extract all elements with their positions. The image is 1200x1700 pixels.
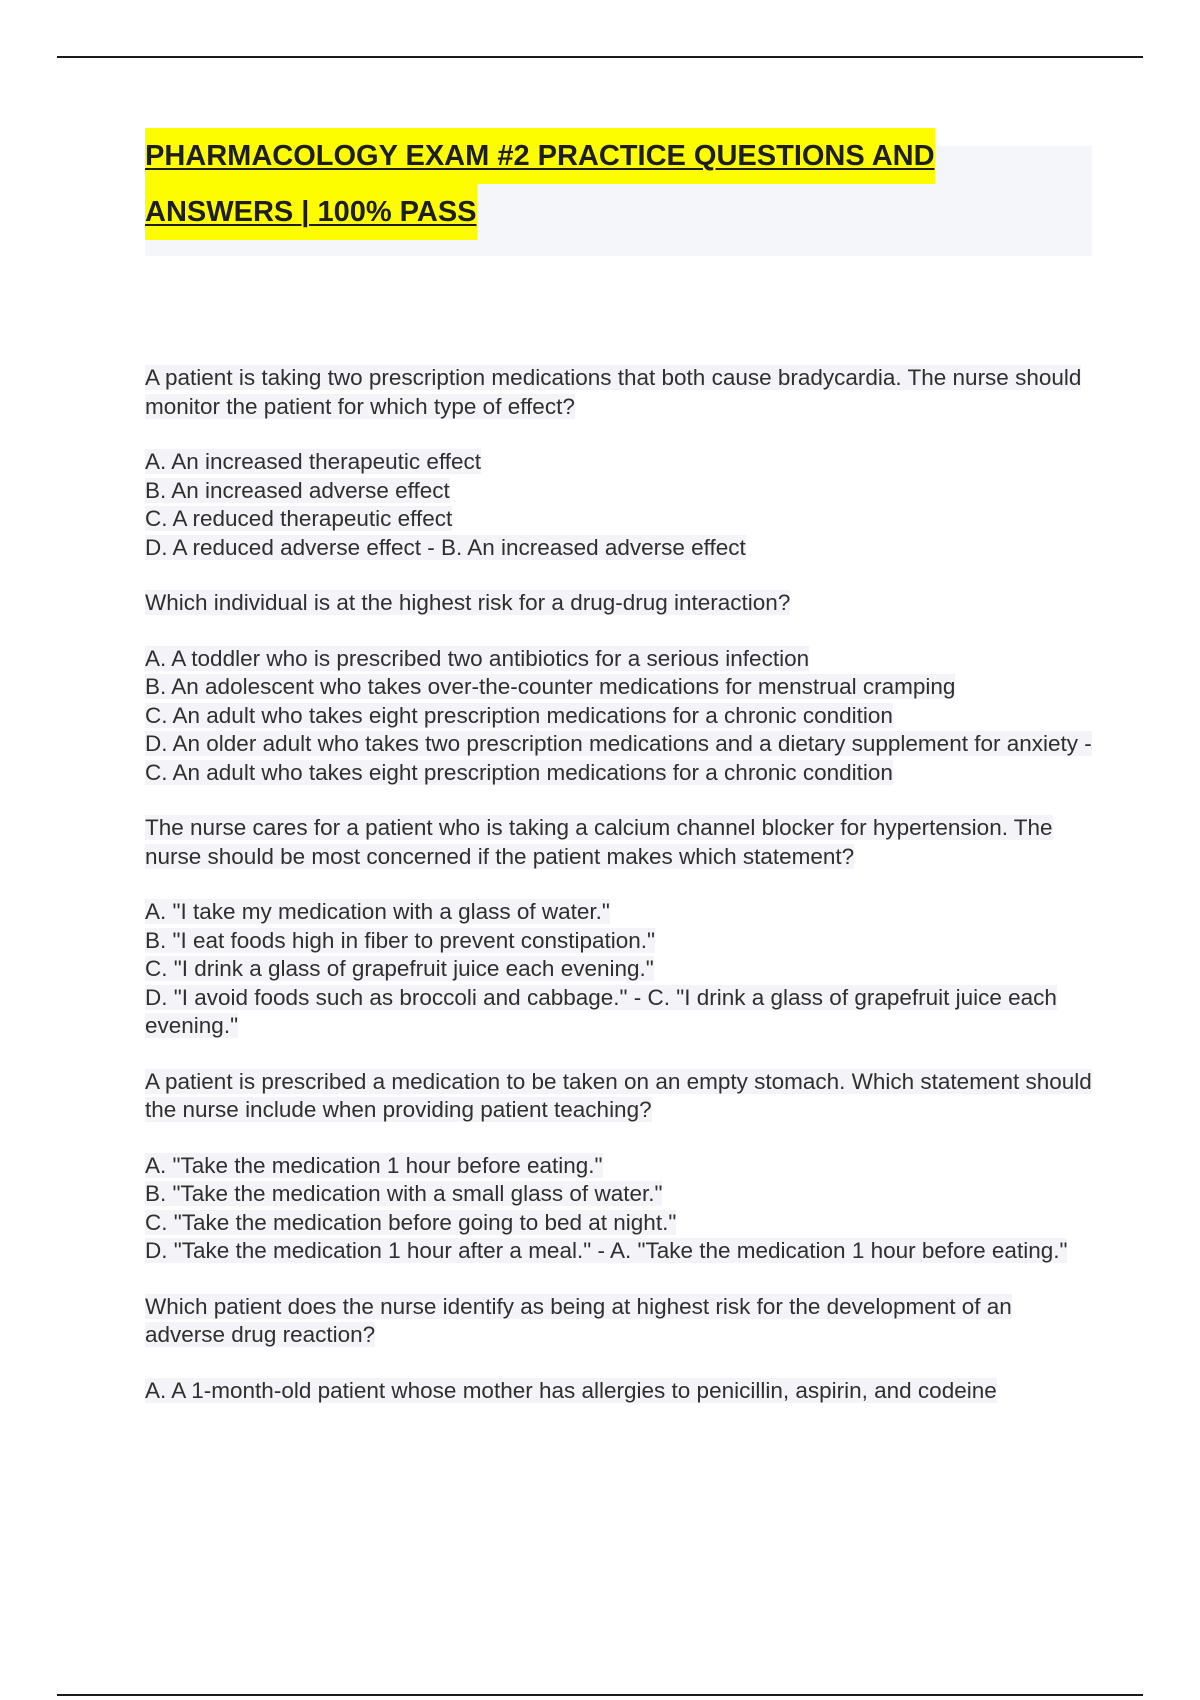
bottom-rule: [57, 1694, 1143, 1696]
question-list: [145, 364, 1095, 1432]
answer-option-text: A. An increased therapeutic effect: [145, 449, 482, 474]
answer-options: [145, 448, 1095, 562]
answer-option: [145, 1180, 1095, 1209]
answer-option: [145, 1209, 1095, 1238]
answer-option-text: A. "Take the medication 1 hour before eating.": [145, 1152, 603, 1178]
answer-option-text: D. A reduced adverse effect - B. An increased adverse effect: [145, 534, 746, 560]
question-stem-text: Which patient does the nurse identify as being at highest risk for the development of an adverse drug reaction?: [145, 1293, 1012, 1347]
answer-option: [145, 984, 1095, 1041]
answer-option-text: C. "Take the medication before going to bed at night.": [145, 1209, 677, 1235]
question-stem: [145, 814, 1095, 871]
answer-option: [145, 702, 1095, 731]
answer-option-text: D. An older adult who takes two prescription medications and a dietary supplement for anxiety - C. An adult who takes eight prescription medications for a chronic condition: [145, 731, 1092, 785]
answer-option: [145, 730, 1095, 787]
answer-option-text: C. "I drink a glass of grapefruit juice each evening.": [145, 956, 654, 981]
answer-option-text: C. An adult who takes eight prescription medications for a chronic condition: [145, 702, 893, 728]
answer-option: [145, 673, 1095, 702]
question-stem: [145, 1293, 1095, 1350]
answer-option: [145, 448, 1095, 477]
answer-option-text: D. "I avoid foods such as broccoli and cabbage." - C. "I drink a glass of grapefruit juice each evening.": [145, 984, 1057, 1038]
answer-option-text: B. "Take the medication with a small glass of water.": [145, 1181, 663, 1206]
answer-option-text: B. An adolescent who takes over-the-counter medications for menstrual cramping: [145, 674, 956, 699]
answer-options: [145, 898, 1095, 1041]
answer-option: [145, 477, 1095, 506]
answer-option-text: C. A reduced therapeutic effect: [145, 506, 453, 531]
answer-option: [145, 898, 1095, 927]
question-stem-text: A patient is taking two prescription medications that both cause bradycardia. The nurse should monitor the patient for which type of effect?: [145, 365, 1082, 419]
question-stem: [145, 364, 1095, 421]
document-title-line-1: PHARMACOLOGY EXAM #2 PRACTICE QUESTIONS AND: [145, 128, 935, 184]
answer-option: [145, 927, 1095, 956]
answer-option: [145, 1152, 1095, 1181]
answer-option-text: B. "I eat foods high in fiber to prevent constipation.": [145, 927, 656, 953]
answer-option: [145, 1237, 1095, 1266]
question-stem-text: Which individual is at the highest risk for a drug-drug interaction?: [145, 590, 791, 615]
answer-option-text: D. "Take the medication 1 hour after a meal." - A. "Take the medication 1 hour before eating.": [145, 1238, 1068, 1263]
answer-options: [145, 1152, 1095, 1266]
question-stem-text: A patient is prescribed a medication to be taken on an empty stomach. Which statement should the nurse include when providing patient teaching?: [145, 1068, 1092, 1122]
answer-option: [145, 505, 1095, 534]
question-stem: [145, 589, 1095, 618]
answer-option: [145, 955, 1095, 984]
answer-option-text: A. A toddler who is prescribed two antibiotics for a serious infection: [145, 645, 810, 671]
answer-options: [145, 645, 1095, 788]
answer-option: [145, 645, 1095, 674]
question-stem: [145, 1068, 1095, 1125]
answer-option: [145, 534, 1095, 563]
answer-option-text: B. An increased adverse effect: [145, 477, 450, 503]
answer-option: [145, 1377, 1095, 1406]
top-rule: [57, 56, 1143, 58]
answer-options: [145, 1377, 1095, 1406]
document-title-line-2: ANSWERS | 100% PASS: [145, 184, 477, 240]
question-stem-text: The nurse cares for a patient who is taking a calcium channel blocker for hypertension. The nurse should be most concerned if the patient makes which statement?: [145, 815, 1053, 869]
answer-option-text: A. A 1-month-old patient whose mother has allergies to penicillin, aspirin, and codeine: [145, 1377, 997, 1403]
answer-option-text: A. "I take my medication with a glass of water.": [145, 899, 610, 924]
